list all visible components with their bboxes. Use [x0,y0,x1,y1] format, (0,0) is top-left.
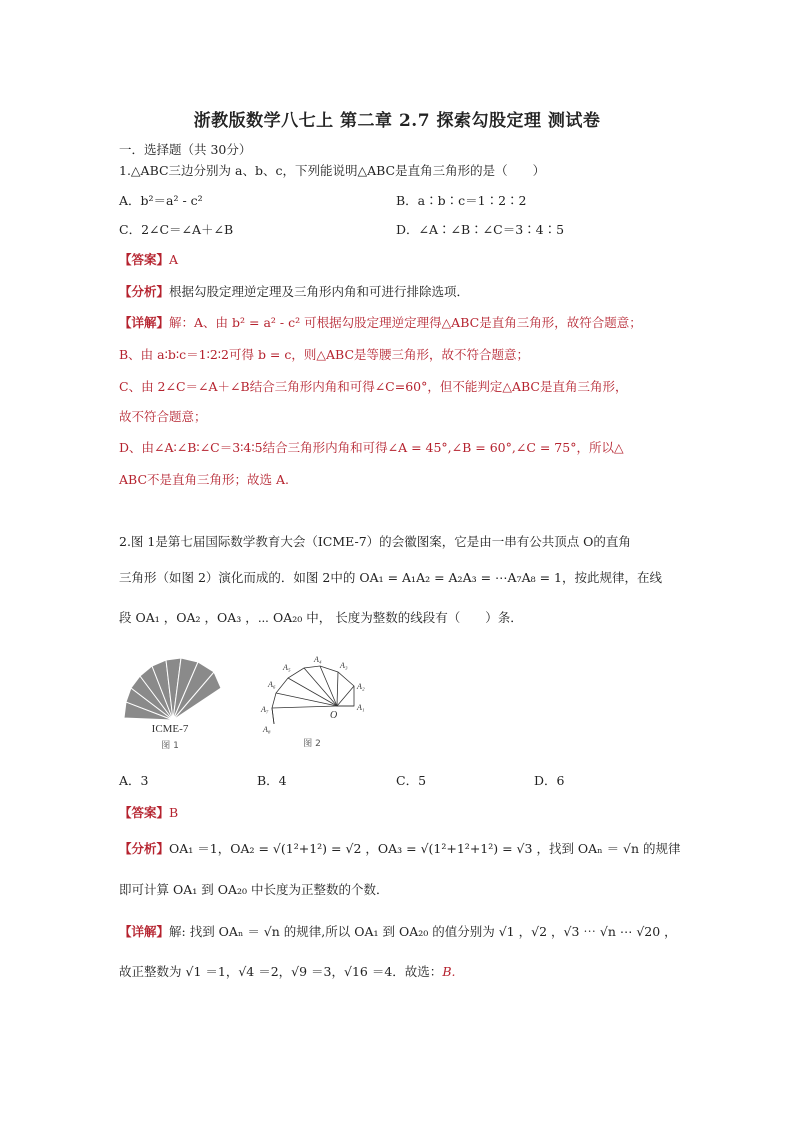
label-a7: A₇ [261,705,269,714]
label-a5: A₅ [283,663,291,672]
fig2-caption: 图 2 [303,739,321,749]
q1-detail-c1: C、由 2∠C＝∠A＋∠B结合三角形内角和可得∠C=60°，但不能判定△ABC是直角三角形， [119,379,628,394]
detail-choice: B. [442,964,456,979]
q1-option-d: D．∠A∶∠B∶∠C＝3∶4∶5 [396,222,565,237]
fig1-caption: 图 1 [161,741,179,751]
label-a3: A₃ [340,661,348,670]
q2-stem-1: 2.图 1是第七届国际数学教育大会（ICME-7）的会徽图案，它是由一串有公共顶点 O的直角 [119,534,631,549]
q2-detail-1 [119,922,677,940]
q1-answer [119,250,178,268]
q1-detail-b: B、由 a∶b∶c＝1∶2∶2可得 b = c，则△ABC是等腰三角形，故不符合题意； [119,347,530,362]
q1-analysis [119,282,469,300]
q2-option-b: B．4 [257,773,287,788]
q2-option-c: C．5 [396,773,427,788]
analysis-text: 根据勾股定理逆定理及三角形内角和可进行排除选项． [169,284,470,299]
label-a2: A₂ [357,682,365,691]
detail-tag: 【详解】 [119,924,170,939]
q1-detail-c2: 故不符合题意； [119,409,207,424]
label-a6: A₆ [268,680,276,689]
answer-tag: 【答案】 [119,805,170,820]
answer-tag: 【答案】 [119,252,170,267]
detail-tag: 【详解】 [119,315,170,330]
spoke-oa8 [272,706,337,708]
q2-analysis-1 [119,839,681,857]
fig1-logo-text: ICME-7 [151,723,189,735]
q1-option-b: B．a∶b∶c＝1∶2∶2 [396,193,527,208]
q2-stem-2: 三角形（如图 2）演化而成的．如图 2中的 OA₁ = A₁A₂ = A₂A₃ = ⋯A₇A₈ = 1，按此规律，在线 [119,570,662,585]
label-a8: A₈ [263,725,271,734]
q1-option-c: C．2∠C＝∠A＋∠B [119,222,234,237]
answer-value: A [169,252,179,267]
q1-stem: 1.△ABC三边分别为 a、b、c，下列能说明△ABC是直角三角形的是（ ） [119,163,546,178]
q1-detail-d1: D、由∠A∶∠B∶∠C＝3∶4∶5结合三角形内角和可得∠A = 45°,∠B = 60°,∠C = 75°，所以△ [119,440,624,455]
spoke-oa2 [337,686,354,706]
q2-option-d: D．6 [534,773,565,788]
label-a1: A₁ [357,703,365,712]
detail-text: 解：A、由 b² = a² - c² 可根据勾股定理逆定理得△ABC是直角三角形，故符合题意； [169,315,642,330]
spoke-tail [272,708,274,724]
q2-analysis-2: 即可计算 OA₁ 到 OA₂₀ 中长度为正整数的个数． [119,882,389,897]
label-a4: A₄ [314,655,322,664]
q1-detail-d2: ABC不是直角三角形；故选 A. [119,472,289,487]
q2-answer [119,803,178,821]
spoke-oa6 [288,678,337,706]
analysis-tag: 【分析】 [119,284,170,299]
detail-text: 解: 找到 OAₙ ＝ √n 的规律,所以 OA₁ 到 OA₂₀ 的值分别为 √1 ，√2 ，√3 ⋯ √n ⋯ √20 ， [169,924,677,939]
q1-option-a: A．b²＝a² - c² [119,193,203,208]
figure-2-spiral [258,650,378,750]
label-o: O [330,710,338,721]
q1-detail-a [119,313,642,331]
spoke-oa3 [337,672,338,706]
spoke-oa4 [320,666,337,706]
q2-stem-3: 段 OA₁ ，OA₂ ，OA₃ ，⋯ OA₂₀ 中， 长度为整数的线段有（ ）条． [119,610,523,625]
analysis-tag: 【分析】 [119,841,170,856]
page-title: 浙教版数学八七上 第二章 2.7 探索勾股定理 测试卷 [193,111,601,131]
figure-1-icme-logo [118,652,228,752]
q2-option-a: A．3 [119,773,149,788]
answer-value: B [169,805,179,820]
section-heading: 一．选择题（共 30分） [119,142,252,157]
analysis-text: OA₁ ＝1，OA₂ = √(1²+1²) = √2 ，OA₃ = √(1²+1²+1²) = √3 ，找到 OAₙ ＝ √n 的规律 [169,841,681,856]
detail-text: 故正整数为 √1 ＝1，√4 ＝2，√9 ＝3，√16 ＝4．故选： [119,964,443,979]
q2-detail-2 [119,962,455,980]
